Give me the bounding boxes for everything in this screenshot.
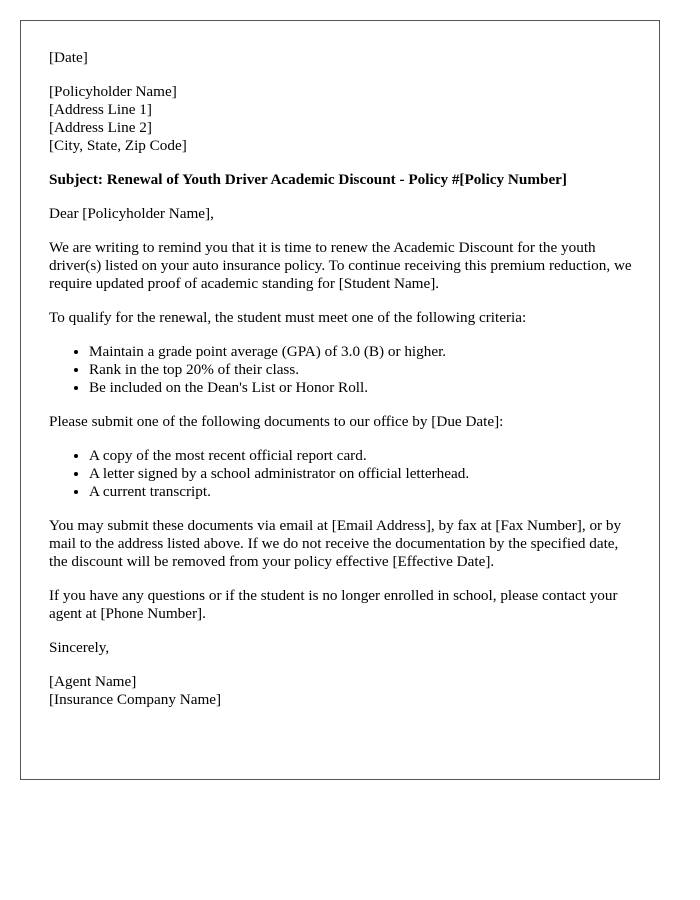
- address-line-name: [Policyholder Name]: [49, 83, 177, 100]
- agent-name: [Agent Name]: [49, 673, 137, 690]
- letter-page: [20, 20, 660, 780]
- criteria-item: • Maintain a grade point average (GPA) of 3.0 (B) or higher.: [89, 343, 637, 361]
- company-name: [Insurance Company Name]: [49, 691, 222, 708]
- letter-salutation: Dear [Policyholder Name],: [49, 205, 214, 222]
- letter-body: [49, 49, 637, 725]
- address-line-city: [City, State, Zip Code]: [49, 137, 187, 154]
- paragraph-submit: You may submit these documents via email at [Email Address], by fax at [Fax Number], or by mail to the address listed above. If we do not receive the documentation by the specified date, the discount will be removed from your policy effective [Effective Date].: [49, 517, 622, 570]
- document-item: • A copy of the most recent official report card.: [89, 447, 637, 465]
- letter-closing: Sincerely,: [49, 639, 110, 656]
- letter-subject: Subject: Renewal of Youth Driver Academic Discount - Policy #[Policy Number]: [49, 171, 567, 188]
- signature-block: [49, 673, 637, 709]
- criteria-list: [49, 343, 637, 397]
- paragraph-intro: We are writing to remind you that it is time to renew the Academic Discount for the youth driver(s) listed on your auto insurance policy. To continue receiving this premium reduction, we require updated proof of academic standing for [Student Name].: [49, 239, 632, 292]
- recipient-address: [49, 83, 637, 155]
- paragraph-criteria: To qualify for the renewal, the student must meet one of the following criteria:: [49, 309, 527, 326]
- documents-list: [49, 447, 637, 501]
- document-item: • A current transcript.: [89, 483, 637, 501]
- address-line-2: [Address Line 2]: [49, 119, 152, 136]
- criteria-item: • Be included on the Dean's List or Honor Roll.: [89, 379, 637, 397]
- paragraph-documents: Please submit one of the following documents to our office by [Due Date]:: [49, 413, 504, 430]
- letter-date: [Date]: [49, 49, 88, 66]
- document-item: • A letter signed by a school administrator on official letterhead.: [89, 465, 637, 483]
- address-line-1: [Address Line 1]: [49, 101, 152, 118]
- criteria-item: • Rank in the top 20% of their class.: [89, 361, 637, 379]
- paragraph-questions: If you have any questions or if the student is no longer enrolled in school, please contact your agent at [Phone Number].: [49, 587, 618, 622]
